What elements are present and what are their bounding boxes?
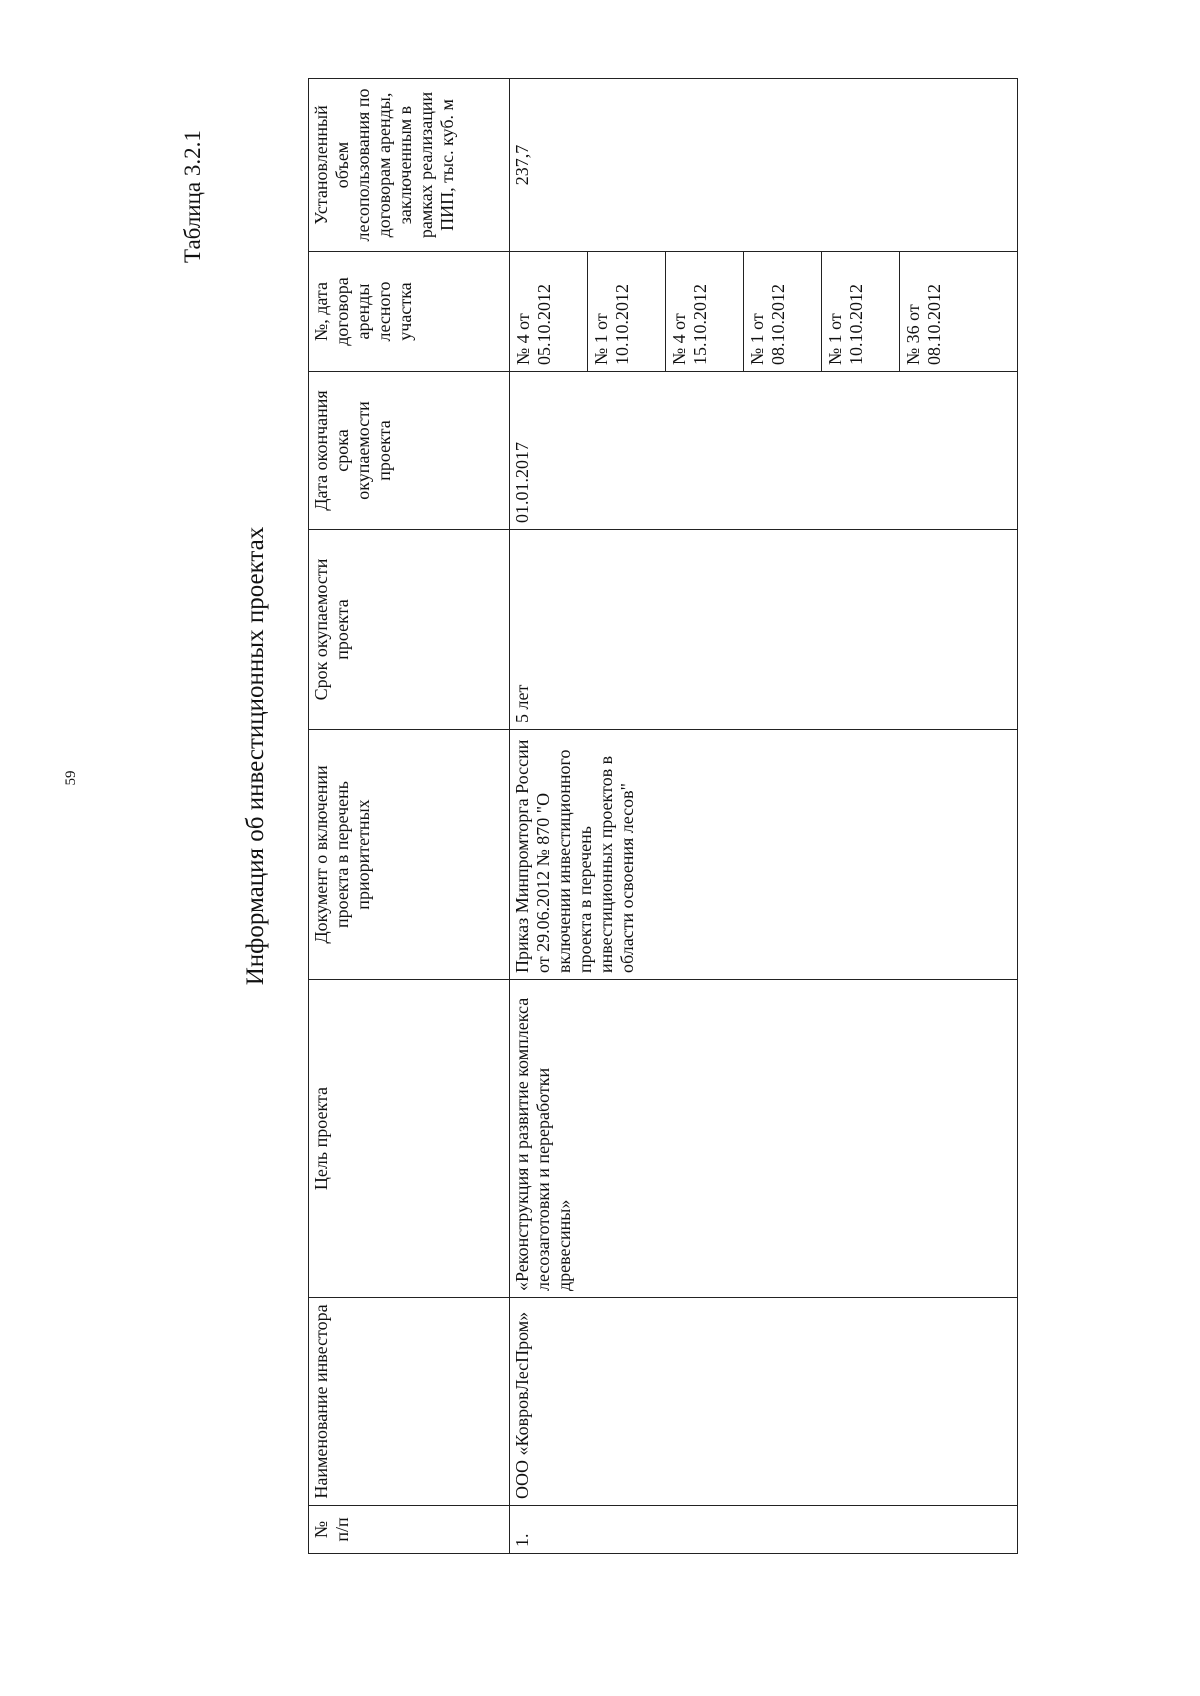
cell-goal: «Реконструкция и развитие комплекса лесозаготовки и переработки древесины» — [510, 980, 1018, 1298]
investment-table — [308, 78, 1018, 1554]
cell-document: Приказ Минпромторга России от 29.06.2012 № 870 "О включении инвестиционного проекта в перечень инвестиционных проектов в области освоения лесов" — [510, 730, 1018, 980]
header-volume: Установленный объем лесопользования по договорам аренды, заключенным в рамках реализации ПИП, тыс. куб. м — [309, 79, 510, 252]
header-document: Документ о включении проекта в перечень приоритетных — [309, 730, 510, 980]
page-title: Информация об инвестиционных проектах — [242, 526, 269, 986]
cell-leases — [510, 252, 1018, 372]
lease-item: № 1 от 08.10.2012 — [744, 252, 822, 371]
table-row — [510, 79, 1018, 1554]
table-label: Таблица 3.2.1 — [180, 130, 205, 263]
cell-volume: 237,7 — [510, 79, 1018, 252]
lease-item: № 4 от 15.10.2012 — [666, 252, 744, 371]
lease-item: № 1 от 10.10.2012 — [588, 252, 666, 371]
header-goal: Цель проекта — [309, 980, 510, 1298]
cell-payback-end: 01.01.2017 — [510, 372, 1018, 530]
cell-payback: 5 лет — [510, 530, 1018, 730]
lease-list — [510, 252, 978, 371]
lease-item: № 1 от 10.10.2012 — [822, 252, 900, 371]
table-header-row — [309, 79, 510, 1554]
lease-item: № 4 от 05.10.2012 — [510, 252, 588, 371]
page-number: 59 — [63, 770, 79, 786]
header-payback: Срок окупаемости проекта — [309, 530, 510, 730]
header-lease: №, дата договора аренды лесного участка — [309, 252, 510, 372]
header-num: № п/п — [309, 1506, 510, 1554]
lease-item: № 36 от 08.10.2012 — [903, 284, 944, 365]
header-investor: Наименование инвестора — [309, 1298, 510, 1506]
header-payback-end: Дата окончания срока окупаемости проекта — [309, 372, 510, 530]
cell-num: 1. — [510, 1506, 1018, 1554]
cell-investor: ООО «КовровЛесПром» — [510, 1298, 1018, 1506]
